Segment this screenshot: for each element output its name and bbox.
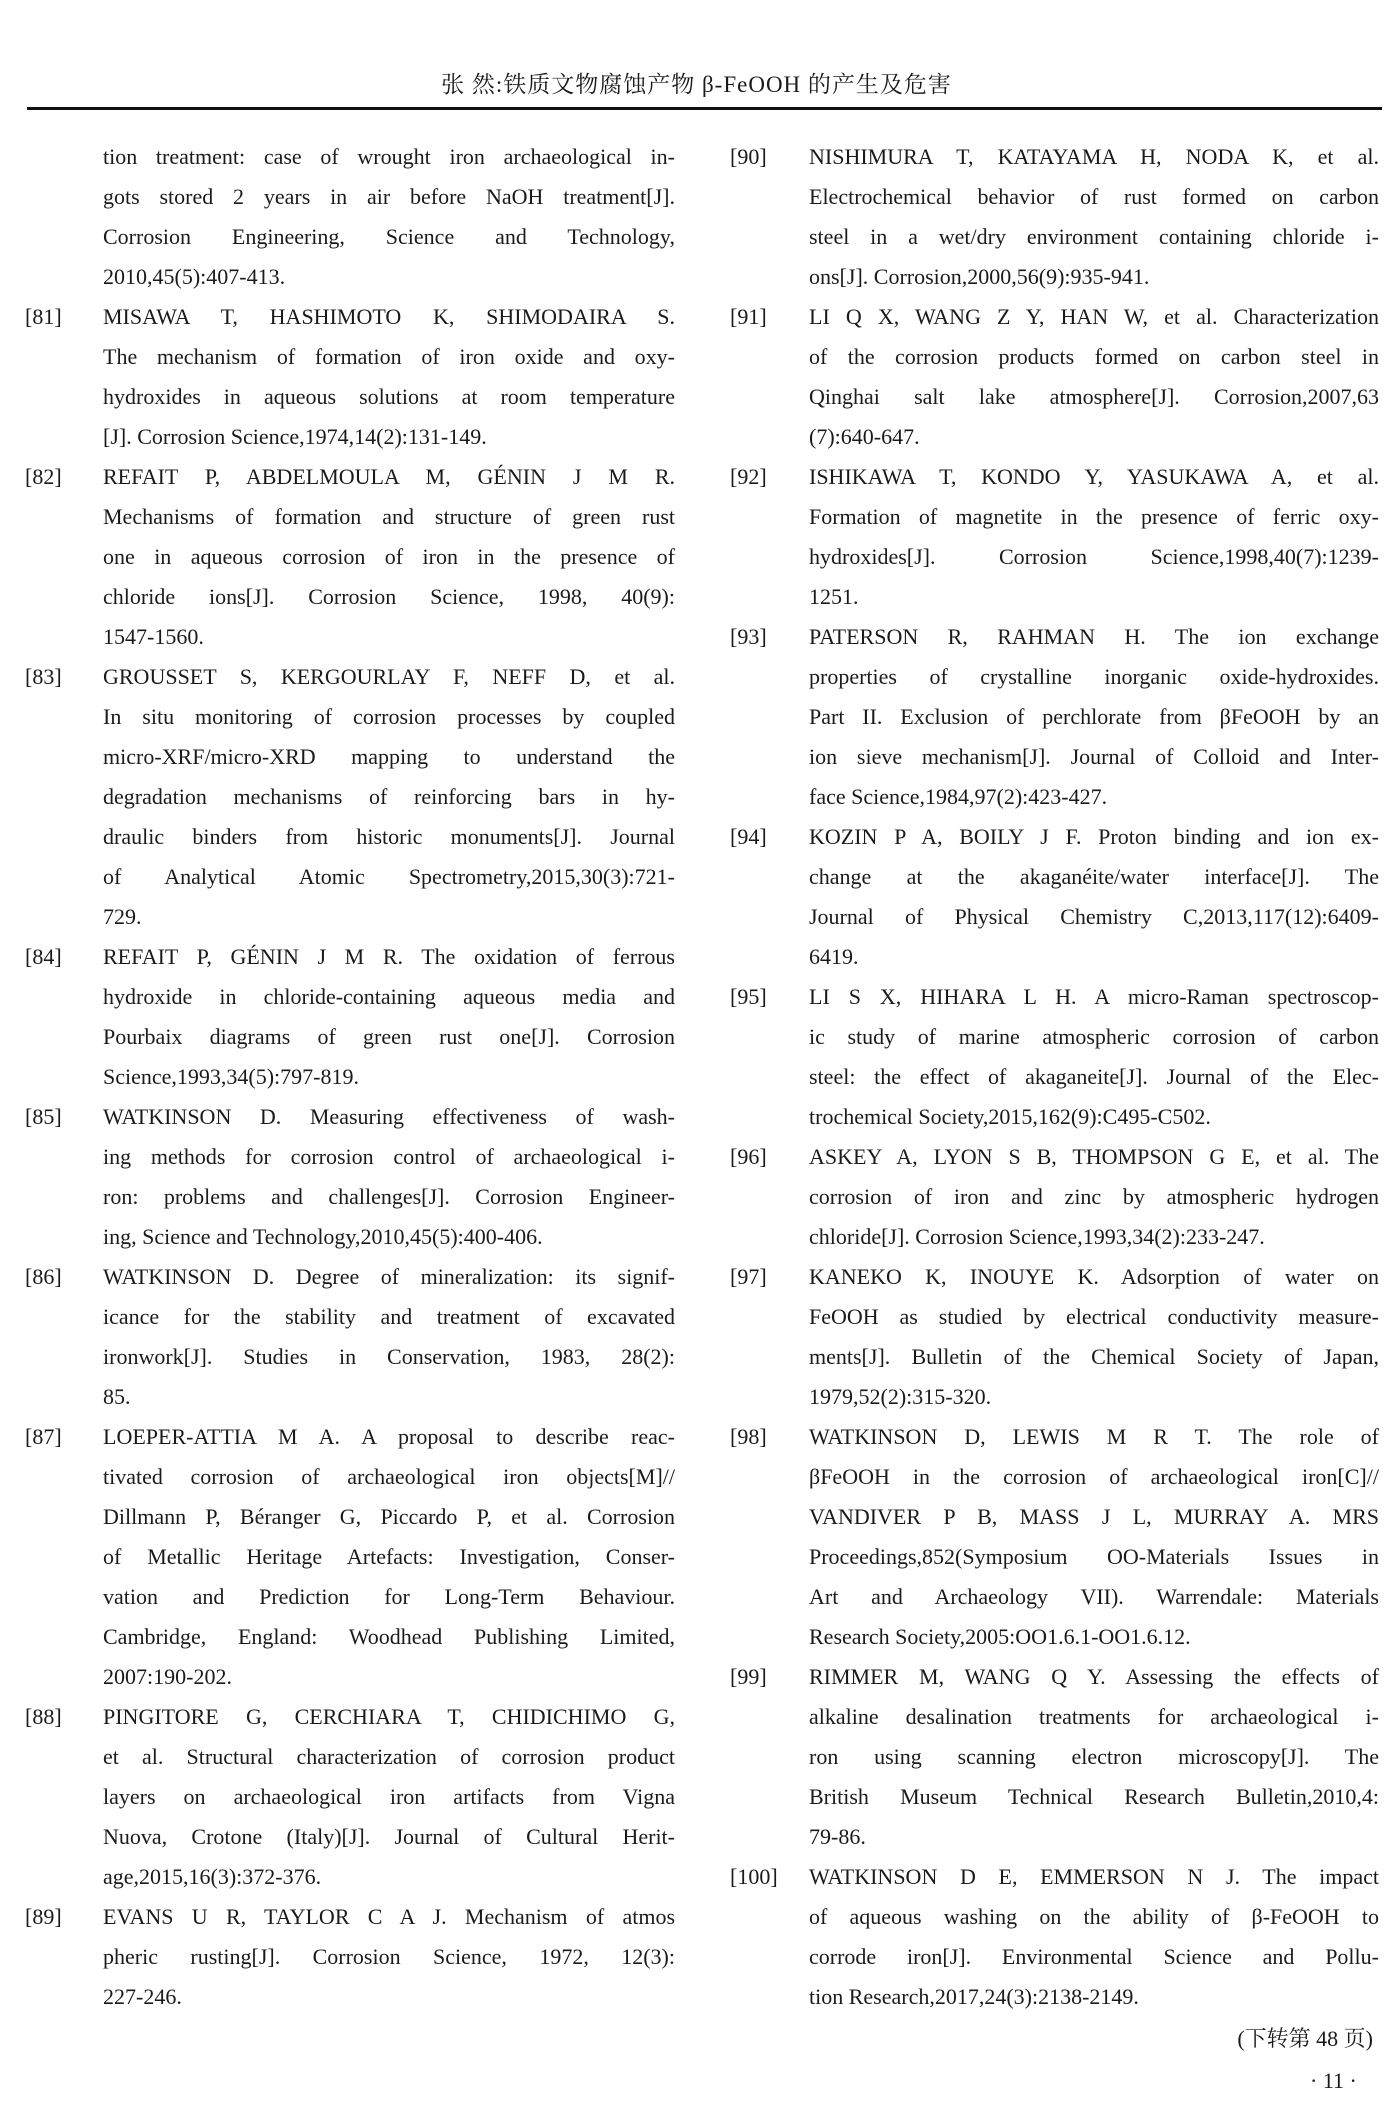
reference-line: corrosion of iron and zinc by atmospheric hydrogen (809, 1184, 1379, 1209)
reference-line: 1979,52(2):315-320. (809, 1384, 992, 1409)
reference-line: 2007:190-202. (103, 1664, 232, 1689)
reference-line: Art and Archaeology VII). Warrendale: Materials (809, 1584, 1379, 1609)
reference-entry (730, 1417, 1390, 1657)
reference-line: tion Research,2017,24(3):2138-2149. (809, 1984, 1139, 2009)
reference-line: LI S X, HIHARA L H. A micro-Raman spectroscop- (809, 984, 1379, 1009)
reference-entry (25, 937, 685, 1097)
reference-line: ing, Science and Technology,2010,45(5):400-406. (103, 1224, 543, 1249)
reference-entry (730, 1857, 1390, 2017)
reference-line: Science,1993,34(5):797-819. (103, 1064, 359, 1089)
reference-line: In situ monitoring of corrosion processes by coupled (103, 704, 675, 729)
reference-line: Electrochemical behavior of rust formed on carbon (809, 184, 1379, 209)
reference-number: [99] (730, 1664, 767, 1689)
reference-line: 729. (103, 904, 142, 929)
reference-line: FeOOH as studied by electrical conductivity measure- (809, 1304, 1379, 1329)
reference-line: tivated corrosion of archaeological iron objects[M]// (103, 1464, 675, 1489)
reference-line: et al. Structural characterization of corrosion product (103, 1744, 675, 1769)
reference-line: ISHIKAWA T, KONDO Y, YASUKAWA A, et al. (809, 464, 1379, 489)
reference-line: change at the akaganéite/water interface[J]. The (809, 864, 1379, 889)
reference-line: WATKINSON D. Measuring effectiveness of wash- (103, 1104, 675, 1129)
reference-line: steel in a wet/dry environment containing chloride i- (809, 224, 1379, 249)
reference-number: [87] (25, 1424, 62, 1449)
reference-entry (730, 297, 1390, 457)
reference-line: Research Society,2005:OO1.6.1-OO1.6.12. (809, 1624, 1191, 1649)
reference-line: hydroxide in chloride-containing aqueous media and (103, 984, 675, 1009)
reference-entry (25, 1417, 685, 1697)
reference-line: ironwork[J]. Studies in Conservation, 1983, 28(2): (103, 1344, 675, 1369)
reference-column-right (730, 137, 1390, 2017)
reference-line: of Metallic Heritage Artefacts: Investigation, Conser- (103, 1544, 675, 1569)
reference-line: NISHIMURA T, KATAYAMA H, NODA K, et al. (809, 144, 1379, 169)
reference-line: of Analytical Atomic Spectrometry,2015,30(3):721- (103, 864, 675, 889)
reference-line: of the corrosion products formed on carbon steel in (809, 344, 1379, 369)
reference-entry (25, 1257, 685, 1417)
reference-line: EVANS U R, TAYLOR C A J. Mechanism of atmos (103, 1904, 675, 1929)
reference-line: REFAIT P, ABDELMOULA M, GÉNIN J M R. (103, 464, 675, 489)
reference-line: vation and Prediction for Long-Term Behaviour. (103, 1584, 675, 1609)
reference-line: Dillmann P, Béranger G, Piccardo P, et al. Corrosion (103, 1504, 675, 1529)
reference-number: [82] (25, 464, 62, 489)
reference-line: properties of crystalline inorganic oxide-hydroxides. (809, 664, 1379, 689)
reference-line: The mechanism of formation of iron oxide and oxy- (103, 344, 675, 369)
reference-number: [89] (25, 1904, 62, 1929)
reference-number: [94] (730, 824, 767, 849)
reference-entry (730, 1657, 1390, 1857)
reference-entry (25, 137, 685, 297)
reference-line: Cambridge, England: Woodhead Publishing Limited, (103, 1624, 675, 1649)
reference-line: Part II. Exclusion of perchlorate from βFeOOH by an (809, 704, 1379, 729)
reference-line: ments[J]. Bulletin of the Chemical Society of Japan, (809, 1344, 1379, 1369)
reference-line: ons[J]. Corrosion,2000,56(9):935-941. (809, 264, 1150, 289)
reference-number: [95] (730, 984, 767, 1009)
reference-line: WATKINSON D E, EMMERSON N J. The impact (809, 1864, 1379, 1889)
reference-line: 6419. (809, 944, 859, 969)
reference-number: [81] (25, 304, 62, 329)
reference-line: degradation mechanisms of reinforcing bars in hy- (103, 784, 675, 809)
reference-column-left (25, 137, 685, 2017)
reference-line: hydroxides in aqueous solutions at room temperature (103, 384, 675, 409)
reference-line: Formation of magnetite in the presence of ferric oxy- (809, 504, 1379, 529)
reference-line: face Science,1984,97(2):423-427. (809, 784, 1108, 809)
reference-line: LOEPER-ATTIA M A. A proposal to describe reac- (103, 1424, 675, 1449)
reference-line: 1547-1560. (103, 624, 204, 649)
reference-line: ron: problems and challenges[J]. Corrosion Engineer- (103, 1184, 675, 1209)
reference-entry (25, 457, 685, 657)
reference-entry (25, 297, 685, 457)
reference-line: trochemical Society,2015,162(9):C495-C502. (809, 1104, 1211, 1129)
reference-line: ic study of marine atmospheric corrosion of carbon (809, 1024, 1379, 1049)
reference-line: WATKINSON D. Degree of mineralization: its signif- (103, 1264, 675, 1289)
reference-line: βFeOOH in the corrosion of archaeological iron[C]// (809, 1464, 1379, 1489)
reference-line: hydroxides[J]. Corrosion Science,1998,40(7):1239- (809, 544, 1379, 569)
reference-line: pheric rusting[J]. Corrosion Science, 1972, 12(3): (103, 1944, 675, 1969)
reference-line: ing methods for corrosion control of archaeological i- (103, 1144, 675, 1169)
reference-entry (730, 457, 1390, 617)
reference-line: layers on archaeological iron artifacts from Vigna (103, 1784, 675, 1809)
reference-line: corrode iron[J]. Environmental Science and Pollu- (809, 1944, 1379, 1969)
reference-entry (730, 817, 1390, 977)
reference-number: [85] (25, 1104, 62, 1129)
reference-line: 79-86. (809, 1824, 866, 1849)
reference-line: British Museum Technical Research Bulletin,2010,4: (809, 1784, 1379, 1809)
reference-number: [100] (730, 1864, 778, 1889)
reference-line: ASKEY A, LYON S B, THOMPSON G E, et al. The (809, 1144, 1379, 1169)
reference-line: [J]. Corrosion Science,1974,14(2):131-149. (103, 424, 487, 449)
reference-line: 1251. (809, 584, 859, 609)
reference-number: [98] (730, 1424, 767, 1449)
reference-line: chloride[J]. Corrosion Science,1993,34(2):233-247. (809, 1224, 1265, 1249)
reference-line: Qinghai salt lake atmosphere[J]. Corrosion,2007,63 (809, 384, 1379, 409)
reference-number: [86] (25, 1264, 62, 1289)
reference-entry (25, 657, 685, 937)
reference-entry (25, 1097, 685, 1257)
reference-line: micro-XRF/micro-XRD mapping to understand the (103, 744, 675, 769)
reference-line: alkaline desalination treatments for archaeological i- (809, 1704, 1379, 1729)
reference-number: [88] (25, 1704, 62, 1729)
reference-entry (25, 1697, 685, 1897)
reference-line: gots stored 2 years in air before NaOH treatment[J]. (103, 184, 675, 209)
reference-line: Nuova, Crotone (Italy)[J]. Journal of Cultural Herit- (103, 1824, 675, 1849)
reference-line: 2010,45(5):407-413. (103, 264, 286, 289)
reference-line: ion sieve mechanism[J]. Journal of Colloid and Inter- (809, 744, 1379, 769)
reference-line: RIMMER M, WANG Q Y. Assessing the effects of (809, 1664, 1379, 1689)
reference-line: (7):640-647. (809, 424, 920, 449)
reference-line: WATKINSON D, LEWIS M R T. The role of (809, 1424, 1379, 1449)
reference-line: LI Q X, WANG Z Y, HAN W, et al. Characterization (809, 304, 1379, 329)
reference-number: [96] (730, 1144, 767, 1169)
reference-line: 85. (103, 1384, 131, 1409)
reference-number: [91] (730, 304, 767, 329)
page-number: · 11 · (1310, 2068, 1357, 2093)
reference-entry (730, 1257, 1390, 1417)
reference-line: GROUSSET S, KERGOURLAY F, NEFF D, et al. (103, 664, 675, 689)
reference-line: 227-246. (103, 1984, 182, 2009)
reference-line: Pourbaix diagrams of green rust one[J]. Corrosion (103, 1024, 675, 1049)
reference-number: [90] (730, 144, 767, 169)
reference-number: [83] (25, 664, 62, 689)
reference-line: Journal of Physical Chemistry C,2013,117(12):6409- (809, 904, 1379, 929)
header-rule (27, 107, 1382, 110)
reference-line: PINGITORE G, CERCHIARA T, CHIDICHIMO G, (103, 1704, 675, 1729)
reference-line: one in aqueous corrosion of iron in the presence of (103, 544, 675, 569)
reference-number: [97] (730, 1264, 767, 1289)
reference-line: Proceedings,852(Symposium OO-Materials Issues in (809, 1544, 1379, 1569)
reference-line: draulic binders from historic monuments[J]. Journal (103, 824, 675, 849)
reference-line: MISAWA T, HASHIMOTO K, SHIMODAIRA S. (103, 304, 675, 329)
reference-line: tion treatment: case of wrought iron archaeological in- (103, 144, 675, 169)
reference-entry (730, 1137, 1390, 1257)
reference-line: of aqueous washing on the ability of β-FeOOH to (809, 1904, 1379, 1929)
reference-line: icance for the stability and treatment of excavated (103, 1304, 675, 1329)
reference-line: chloride ions[J]. Corrosion Science, 1998, 40(9): (103, 584, 675, 609)
reference-entry (730, 617, 1390, 817)
reference-line: KANEKO K, INOUYE K. Adsorption of water on (809, 1264, 1379, 1289)
reference-line: Corrosion Engineering, Science and Technology, (103, 224, 675, 249)
reference-entry (730, 137, 1390, 297)
reference-line: Mechanisms of formation and structure of green rust (103, 504, 675, 529)
running-header: 张 然:铁质文物腐蚀产物 β-FeOOH 的产生及危害 (441, 72, 952, 97)
reference-line: KOZIN P A, BOILY J F. Proton binding and ion ex- (809, 824, 1379, 849)
reference-number: [84] (25, 944, 62, 969)
reference-line: age,2015,16(3):372-376. (103, 1864, 322, 1889)
reference-number: [93] (730, 624, 767, 649)
reference-entry (730, 977, 1390, 1137)
reference-line: VANDIVER P B, MASS J L, MURRAY A. MRS (809, 1504, 1379, 1529)
reference-line: ron using scanning electron microscopy[J]. The (809, 1744, 1379, 1769)
reference-number: [92] (730, 464, 767, 489)
reference-line: steel: the effect of akaganeite[J]. Journal of the Elec- (809, 1064, 1379, 1089)
reference-entry (25, 1897, 685, 2017)
continued-note: (下转第 48 页) (1237, 2026, 1373, 2051)
reference-line: REFAIT P, GÉNIN J M R. The oxidation of ferrous (103, 944, 675, 969)
reference-line: PATERSON R, RAHMAN H. The ion exchange (809, 624, 1379, 649)
